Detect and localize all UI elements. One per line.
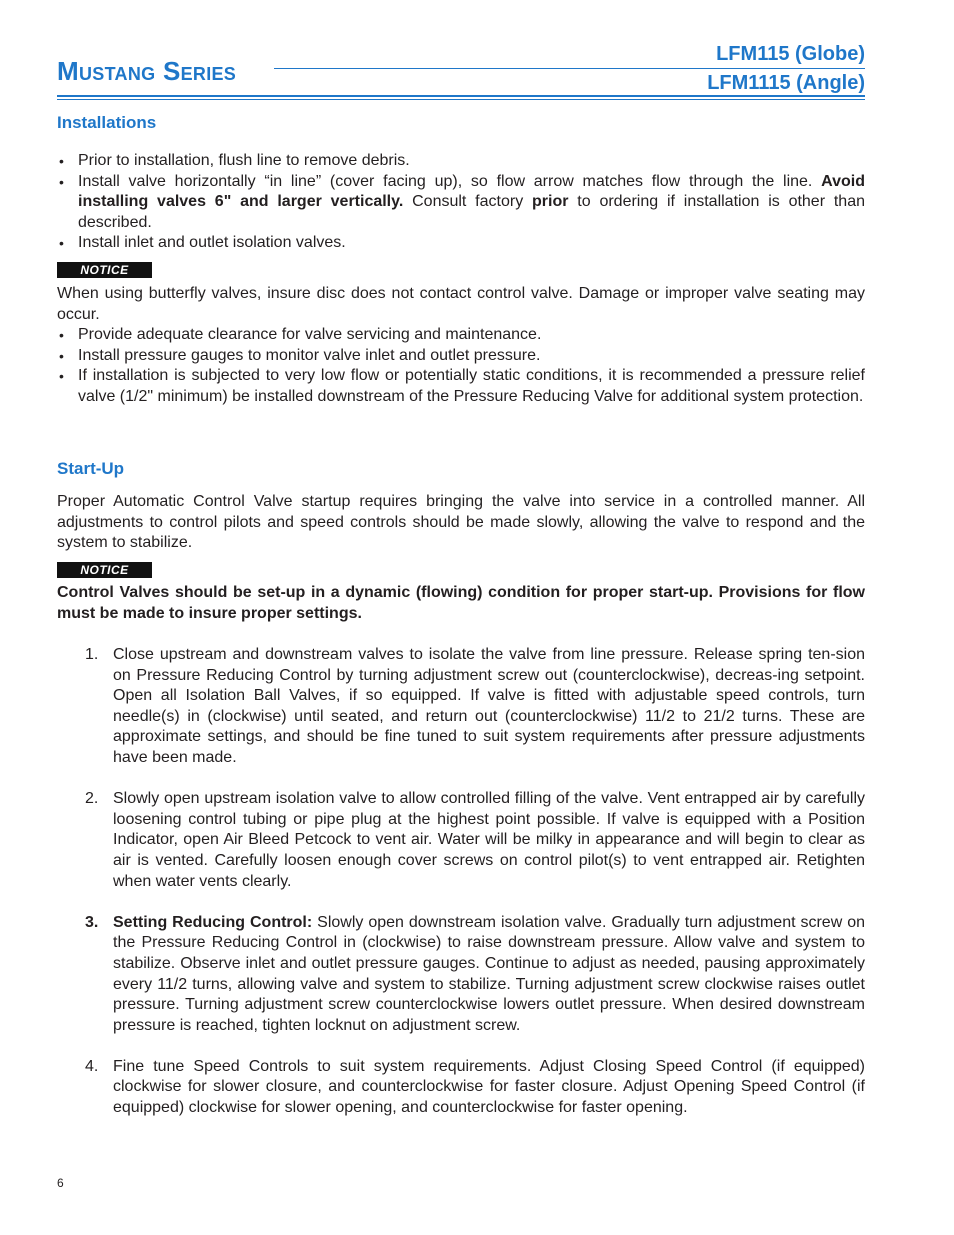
notice-text: When using butterfly valves, insure disc does not contact control valve. Damage or improper valve seating may occur. (57, 285, 865, 323)
step-item: 1. Close upstream and downstream valves to isolate the valve from line pressure. Release spring ten-sion on Pressure Reducing Control by turning adjustment screw out (counterclockwise), decreas-ing setpoint. Open all Isolation Ball Valves, if so equipped. If valve is fitted with adjustable speed controls, turn needle(s) in (clockwise) until seated, and return out (counterclockwise) 11/2 to 21/2 turns. These are approximate settings, and should be fine tuned to suit system requirements after pressure adjustments have been made. (85, 646, 865, 766)
header-rule-secondary (57, 99, 865, 100)
step-item: 3. Setting Reducing Control: Slowly open downstream isolation valve. Gradually turn adjustment screw on the Pressure Reducing Control in (clockwise) to raise downstream pressure. Allow valve and system to stabilize. Observe inlet and outlet pressure gauges. Continue to adjust as needed, pausing approximately every 11/2 turns, allowing valve and system to stabilize. Turning adjustment screw clockwise raises outlet pressure. Turning adjustment screw counterclockwise lowers outlet pressure. When desired downstream pressure is reached, tighten locknut on adjustment screw. (85, 913, 865, 1034)
model-titles (707, 40, 865, 98)
list-item: • Provide adequate clearance for valve servicing and maintenance. (57, 325, 865, 346)
step-number: 2. (85, 790, 99, 808)
startup-heading: Start-Up (57, 459, 125, 478)
notice-badge: NOTICE (57, 262, 152, 278)
header-rule (57, 95, 865, 97)
startup-intro: Proper Automatic Control Valve startup requires bringing the valve into service in a controlled manner. All adjustments to control pilots and speed controls should be made slowly, allowing the valve to respond and the system to stabilize. (57, 493, 865, 552)
step-item: 2. Slowly open upstream isolation valve to allow controlled filling of the valve. Vent entrapped air by carefully loosening control tubing or pipe plug at the highest point possible. If valve is equipped with a Position Indicator, open Air Bleed Petcock to vent air. Water will be milky in appearance and will begin to clear as air is vented. Carefully loosen enough cover screws on control pilot(s) to vent entrapped air. Retighten when water vents clearly. (85, 790, 865, 890)
startup-notice-text: Control Valves should be set-up in a dynamic (flowing) condition for proper start-up. Provisions for flow must be made to insure proper settings. (57, 584, 865, 622)
installations-heading: Installations (57, 113, 157, 132)
model-globe: LFM115 (Globe) (716, 43, 865, 65)
step-number: 3. (85, 913, 99, 931)
model-angle: LFM1115 (Angle) (707, 72, 865, 94)
step-number: 1. (85, 646, 99, 663)
step-item: 4. Fine tune Speed Controls to suit system requirements. Adjust Closing Speed Control (if equipped) clockwise for slower closure, and counterclockwise for faster closure. Adjust Opening Speed Control (if equipped) clockwise for slower opening, and counterclockwise for faster opening. (85, 1057, 865, 1117)
page-number: 6 (57, 1176, 64, 1190)
list-item: • Install pressure gauges to monitor valve inlet and outlet pressure. (57, 346, 865, 367)
step-number: 4. (85, 1057, 99, 1075)
list-item: • Install inlet and outlet isolation valves. (57, 233, 865, 254)
installations-notice-block (57, 284, 865, 408)
startup-steps (57, 645, 865, 1139)
list-item: • If installation is subjected to very low flow or potentially static conditions, it is recommended a pressure relief valve (1/2" minimum) be installed downstream of the Pressure Reducing Valve for additional system protection. (57, 366, 865, 407)
list-item: • Install valve horizontally “in line” (cover facing up), so flow arrow matches flow through the line. Avoid installing valves 6" and larger vertically. Consult factory prior to ordering if installation is other than described. (57, 172, 865, 234)
step-lead: Setting Reducing Control: (113, 913, 313, 931)
brand-title: Mustang Series (57, 56, 237, 86)
list-item: • Prior to installation, flush line to remove debris. (57, 151, 865, 172)
notice-badge: NOTICE (57, 562, 152, 578)
installations-bullets-a (57, 151, 865, 254)
